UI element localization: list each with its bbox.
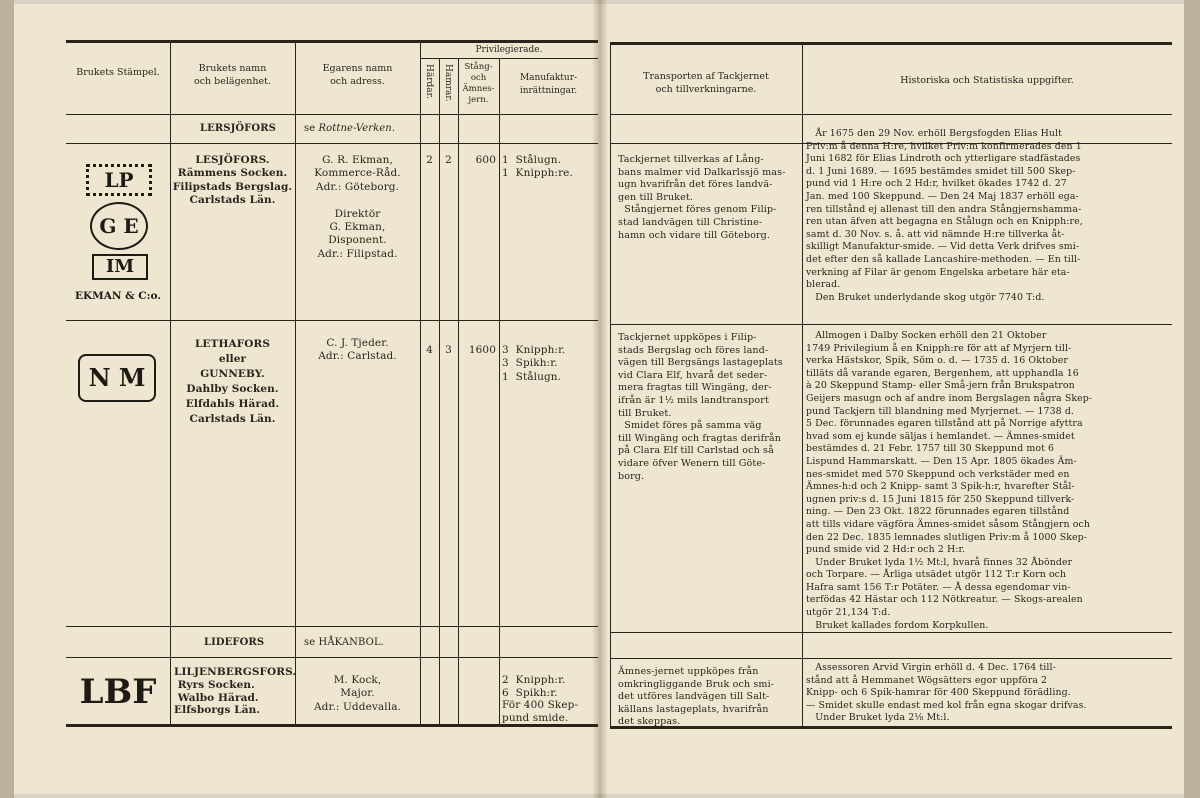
lersjofors-ref: se Rottne-Verken. <box>304 123 396 134</box>
liljenbergsfors-history: Assessoren Arvid Virgin erhöll d. 4 Dec. 1764 till- stånd att å Hemmanet Wögsätters egor uppföra 2 Knipp- och 6 Spik-hamrar för 400 Skeppund förädling. — Smidet skulle endast med kol från egna skogar drifvas. Under Bruket lyda 2⅛ Mt:l. <box>806 662 1087 724</box>
rule-header-bottom-right <box>610 114 1172 115</box>
header-name: Brukets namn och belägenhet. <box>194 63 271 87</box>
liljenbergsfors-transport: Ämnes-jernet uppköpes från omkringliggande Bruk och smi- det utföres landvägen till Salt- källans lastageplats, hvarifrån det skeppas. <box>618 666 775 728</box>
col-sep-right-1 <box>802 44 803 726</box>
header-manu: Manufaktur- inrättningar. <box>519 73 578 96</box>
book-edge-right <box>1184 0 1200 798</box>
stamp-im: IM <box>92 254 148 280</box>
col-sep-right-0 <box>610 44 611 726</box>
lesjofors-manu: 1 Stålugn. 1 Knipph:re. <box>502 154 573 180</box>
lethafors-hamrar: 3 <box>445 344 452 356</box>
rule-bottom <box>66 724 598 727</box>
lethafors-owner: C. J. Tjeder. Adr.: Carlstad. <box>318 337 397 363</box>
lesjofors-history: År 1675 den 29 Nov. erhöll Bergsfogden Elias Hult Priv:m å denna H:re, hvilket Priv:m konfirmerades den 1 Juni 1682 för Elias Lindroth och ytterligare stadfästades d. 1 Juni 1689. — 1695 bestämdes smidet till 500 Skep- pund vid 1 H:re och 2 Hd:r, hvilket ökades 1742 d. 27 Jan. med 100 Skeppund. — Den 24 Maj 1837 erhöll ega- ren tillstånd ej allenast till den andra Stångjernshamma- ren utan äfven att begagna en Stålugn och en Knipph:re, samt d. 30 Nov. s. å. att vid nämnde H:re tillverka åt- skilligt Manufaktur-smide. — Vid detta Verk drifves smi- det efter den så kallade Lancashire-methoden. — En till- verkning af Filar är genom Engelska arbetare här eta- blerad. Den Bruket underlydande skog utgör 7740 T:d. <box>806 128 1083 303</box>
book-gutter <box>592 0 608 798</box>
stamp-lp: LP <box>86 164 152 196</box>
right-page <box>598 4 1184 794</box>
col-sep-2 <box>295 42 296 724</box>
lethafors-history: Allmogen i Dalby Socken erhöll den 21 Oktober 1749 Privilegium å en Knipph:re för att af Myrjern till- verka Hästskor, Spik, Söm o. d. — 1735 d. 16 Oktober tilläts då varande egaren, Bergenhem, att upphandla 16 à 20 Skeppund Stamp- eller Små-jern från Brukspatron Geijers masugn och af andre inom Bergslagen några Skep- pund Tackjern till blandning med Myrjernet. — 1738 d. 5 Dec. förunnades egaren tillstånd att på Norrige afyttra hvad som ej kunde säljas i hemlandet. — Ämnes-smidet bestämdes d. 21 Febr. 1757 till 30 Skeppund mot 6 Lispund Hammarskatt. — Den 15 Apr. 1805 ökades Äm- nes-smidet med 570 Skeppund och verkstäder med en Ämnes-h:d och 2 Knipp- samt 3 Spik-h:r, hvarefter Stål- ugnen priv:s d. 15 Juni 1815 för 250 Skeppund tillverk- ning. — Den 23 Okt. 1822 förunnades egaren tillstånd att tills vidare vägföra Ämnes-smidet såsom Stångjern och den 22 Dec. 1835 lemnades slutligen Priv:m å 1000 Skep- pund smide vid 2 Hd:r och 2 H:r. Under Bruket lyda 1½ Mt:l, hvarå finnes 32 Åbönder och Torpare. — Årliga utsädet utgör 112 T:r Korn och Hafra samt 156 T:r Potäter. — Å dessa egendomar vin- terfödas 42 Hästar och 112 Nötkreatur. — Skogs-arealen utgör 21,134 T:d. Bruket kallades fordom Korpkullen. <box>806 330 1093 631</box>
header-transport: Transporten af Tackjernet och tillverkningarne. <box>643 71 769 95</box>
lethafors-manu: 3 Knipph:r. 3 Spikh:r. 1 Stålugn. <box>502 344 566 383</box>
lersjofors-name: LERSJÖFORS <box>200 123 276 134</box>
lidefors-name: LIDEFORS <box>204 637 265 648</box>
lesjofors-name: LESJÖFORS. Rämmens Socken. Filipstads Bergslag. Carlstads Län. <box>172 154 293 207</box>
stamp-lbf: LBF <box>79 672 157 712</box>
header-privileged: Privilegierade. <box>475 45 543 55</box>
lesjofors-stang: 600 <box>475 154 496 166</box>
rule-top <box>66 40 598 43</box>
header-history: Historiska och Statistiska uppgifter. <box>900 75 1074 86</box>
rule-header-bottom <box>66 114 598 115</box>
lethafors-transport: Tackjernet uppköpes i Filip- stads Bergslag och föres land- vägen till Bergsängs lastageplats vid Clara Elf, hvarå det seder- mera fragtas till Wingäng, der- ifrån är 1½ mils landtransport till Bruket. Smidet föres på samma väg till Wingäng och fragtas derifrån på Clara Elf till Carlstad och så vidare öfver Wenern till Göte- borg. <box>618 332 783 482</box>
lesjofors-owner: G. R. Ekman, Kommerce-Råd. Adr.: Göteborg. Direktör G. Ekman, Disponent. Adr.: Filipstad. <box>314 154 401 260</box>
book-edge-left <box>0 0 14 798</box>
col-sep-6 <box>499 58 500 724</box>
lethafors-hardar: 4 <box>426 344 433 356</box>
lethafors-stang: 1600 <box>468 344 496 356</box>
rule-top-right <box>610 42 1172 45</box>
stamp-nm: N M <box>78 354 156 402</box>
liljenbergsfors-owner: M. Kock, Major. Adr.: Uddevalla. <box>314 674 401 713</box>
rule-row-4-right <box>610 658 1172 659</box>
header-owner: Egarens namn och adress. <box>322 63 393 87</box>
rule-row-4 <box>66 657 598 658</box>
liljenbergsfors-manu: 2 Knipph:r. 6 Spikh:r. För 400 Skep- pund smide. <box>502 674 579 724</box>
rule-privileged <box>420 58 598 59</box>
liljenbergsfors-name: LILJENBERGSFORS. Ryrs Socken. Walbo Härad. Elfsborgs Län. <box>174 666 297 717</box>
rule-row-2-right <box>610 324 1172 325</box>
header-stamp: Brukets Stämpel. <box>76 67 160 78</box>
col-sep-3 <box>420 42 421 724</box>
lesjofors-hamrar: 2 <box>445 154 452 166</box>
lesjofors-hardar: 2 <box>426 154 433 166</box>
left-page <box>14 4 599 794</box>
header-hamrar: Hamrar. <box>443 64 453 102</box>
stamp-ekman: EKMAN & C:o. <box>75 290 161 302</box>
rule-row-2 <box>66 320 598 321</box>
lethafors-name: LETHAFORS eller GUNNEBY. Dahlby Socken. Elfdahls Härad. Carlstads Län. <box>185 338 280 425</box>
header-stang: Stång- och Ämnes- jern. <box>462 62 495 105</box>
lesjofors-transport: Tackjernet tillverkas af Lång- bans malmer vid Dalkarlssjö mas- ugn hvarifrån det föres landvä- gen till Bruket. Stångjernet föres genom Filip- stad landvägen till Christine- hamn och vidare till Göteborg. <box>618 154 786 241</box>
rule-row-1 <box>66 143 598 144</box>
lidefors-ref: se HÅKANBOL. <box>304 637 384 648</box>
header-hardar: Härdar. <box>424 64 434 99</box>
rule-row-3 <box>66 626 598 627</box>
stamp-ge: G E <box>90 202 148 250</box>
